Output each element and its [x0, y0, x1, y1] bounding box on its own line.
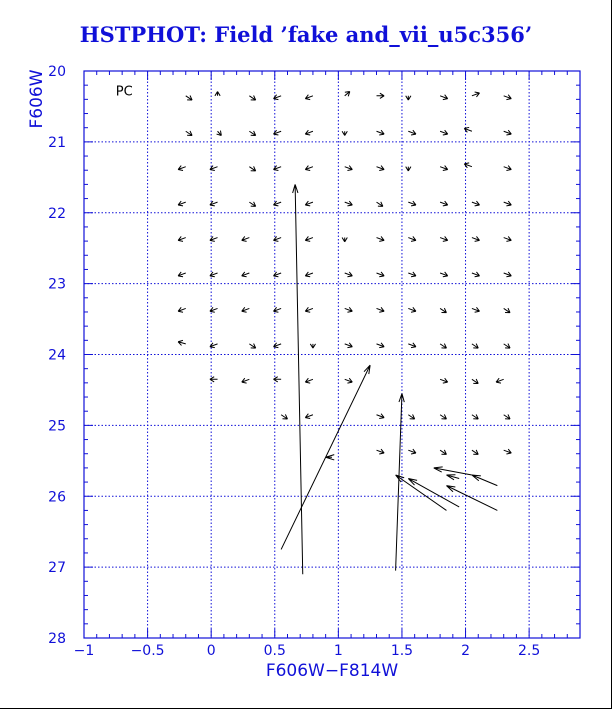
large-offset-vector: [446, 475, 459, 480]
offset-vector: [377, 93, 385, 98]
offset-vector: [472, 307, 480, 312]
offset-vector: [186, 96, 192, 101]
offset-vector: [210, 377, 218, 382]
offset-vector: [472, 414, 478, 419]
offset-vector: [440, 201, 448, 206]
y-tick-label: 28: [48, 631, 66, 647]
offset-vector: [273, 307, 281, 312]
offset-vector: [472, 236, 480, 241]
offset-vector: [305, 307, 313, 312]
x-tick-label: 1.5: [390, 643, 414, 659]
x-tick-label: 2: [461, 643, 470, 659]
offset-vector: [408, 307, 416, 312]
offset-vector: [345, 201, 353, 206]
offset-vector: [305, 166, 313, 171]
offset-vector: [305, 201, 313, 206]
y-axis-title: F606W: [27, 69, 47, 129]
offset-vector: [504, 166, 512, 171]
offset-vector: [249, 131, 255, 136]
offset-vector: [464, 163, 472, 168]
offset-vector: [472, 450, 478, 455]
offset-vector: [273, 236, 281, 241]
offset-vector: [408, 343, 416, 348]
offset-vector: [305, 95, 313, 100]
x-tick-label: 1: [333, 643, 343, 659]
panel-label: PC: [115, 84, 133, 100]
offset-vector: [408, 272, 416, 277]
offset-vector: [273, 272, 281, 277]
offset-vector: [242, 307, 250, 312]
offset-vector: [472, 92, 480, 97]
x-tick-label: −0.5: [130, 643, 165, 659]
offset-vector: [210, 307, 218, 312]
y-tick-label: 25: [48, 418, 66, 435]
grid-lines: [84, 71, 580, 638]
offset-vector: [504, 201, 512, 206]
y-tick-label: 24: [48, 347, 66, 364]
y-tick-label: 23: [48, 276, 66, 293]
offset-vector: [504, 95, 512, 100]
offset-vector: [408, 201, 416, 206]
offset-vector: [377, 130, 385, 135]
offset-vector: [249, 202, 255, 207]
offset-vector: [210, 236, 218, 241]
offset-vector: [273, 95, 281, 100]
offset-vector: [440, 308, 446, 313]
offset-vector: [440, 450, 446, 455]
offset-vector: [377, 449, 385, 454]
offset-vector: [342, 131, 347, 135]
offset-vector: [342, 238, 347, 242]
offset-vector: [440, 166, 448, 171]
offset-vector: [345, 378, 353, 383]
large-offset-vector: [396, 393, 405, 570]
offset-vector: [504, 130, 512, 135]
offset-vector: [377, 414, 385, 419]
offset-vector: [440, 344, 446, 349]
offset-vector: [178, 201, 186, 206]
offset-vector: [440, 378, 448, 383]
x-axis-title: F606W−F814W: [265, 661, 399, 681]
offset-vector: [305, 272, 313, 277]
offset-vector: [496, 378, 504, 383]
offset-vector: [249, 96, 255, 101]
offset-vector: [249, 166, 255, 171]
offset-vector: [504, 449, 512, 454]
y-tick-label: 27: [48, 560, 66, 577]
offset-vector: [472, 201, 480, 206]
offset-vector: [408, 449, 416, 454]
offset-vector: [345, 307, 353, 312]
offset-vector: [377, 307, 385, 312]
offset-vector: [440, 130, 448, 135]
offset-vector: [242, 272, 250, 277]
offset-vector: [273, 377, 281, 382]
offset-vector: [305, 414, 313, 419]
offset-vector: [178, 236, 186, 241]
offset-vector: [408, 414, 414, 419]
chart-title: HSTPHOT: Field ’fake and_vii_u5c356’: [79, 22, 533, 47]
offset-vector: [345, 343, 353, 348]
x-tick-label: 0.5: [263, 643, 286, 659]
large-offset-vector: [446, 486, 497, 511]
offset-vector: [504, 414, 510, 419]
large-offset-vector: [408, 479, 459, 507]
offset-vector: [178, 272, 186, 277]
offset-vector: [440, 414, 446, 419]
offset-vector: [406, 167, 411, 171]
offset-vector: [305, 236, 313, 241]
offset-vector: [305, 130, 313, 135]
offset-vector: [504, 308, 510, 313]
offset-vector: [408, 236, 416, 241]
offset-vector: [440, 236, 448, 241]
offset-vector: [440, 272, 448, 277]
large-offset-vector: [472, 475, 497, 486]
offset-vector: [377, 236, 385, 241]
offset-vector: [249, 344, 255, 349]
large-offset-vector: [434, 467, 472, 475]
offset-vector: [210, 272, 218, 277]
offset-vector: [345, 92, 350, 97]
offset-vector: [472, 272, 480, 277]
offset-vector: [345, 166, 353, 171]
offset-vector: [504, 272, 512, 277]
y-tick-labels: [48, 64, 66, 647]
x-tick-label: 0: [206, 643, 216, 659]
offset-vector: [377, 343, 385, 348]
offset-vector: [377, 272, 385, 277]
offset-vector: [406, 96, 411, 100]
y-tick-label: 22: [48, 205, 66, 222]
offset-vector: [186, 131, 192, 136]
large-offset-vector: [396, 475, 447, 510]
offset-vector: [472, 344, 478, 349]
offset-vector: [440, 95, 448, 100]
offset-vector: [217, 131, 222, 136]
offset-vector: [305, 378, 313, 383]
offset-vector: [377, 202, 383, 207]
offset-vector: [281, 414, 287, 419]
offset-vector: [472, 379, 478, 384]
offset-vector: [210, 343, 218, 348]
offset-vector: [178, 340, 186, 345]
offset-vector: [178, 166, 186, 171]
offset-vector: [310, 344, 315, 348]
offset-vector: [273, 343, 281, 348]
x-tick-labels: [74, 643, 541, 659]
x-tick-label: −1: [73, 643, 95, 659]
offset-vector: [178, 307, 186, 312]
offset-vector: [504, 236, 512, 241]
offset-vector: [377, 166, 385, 171]
y-tick-label: 20: [48, 64, 66, 80]
data-marks: [178, 92, 511, 575]
y-tick-label: 21: [48, 134, 66, 151]
offset-vector: [242, 378, 250, 383]
offset-vector: [504, 344, 510, 349]
offset-vector: [345, 272, 353, 277]
offset-vector: [408, 130, 416, 135]
y-tick-label: 26: [48, 489, 66, 506]
offset-vector: [215, 92, 220, 96]
x-tick-label: 2.5: [517, 643, 541, 659]
offset-vector: [242, 236, 250, 241]
